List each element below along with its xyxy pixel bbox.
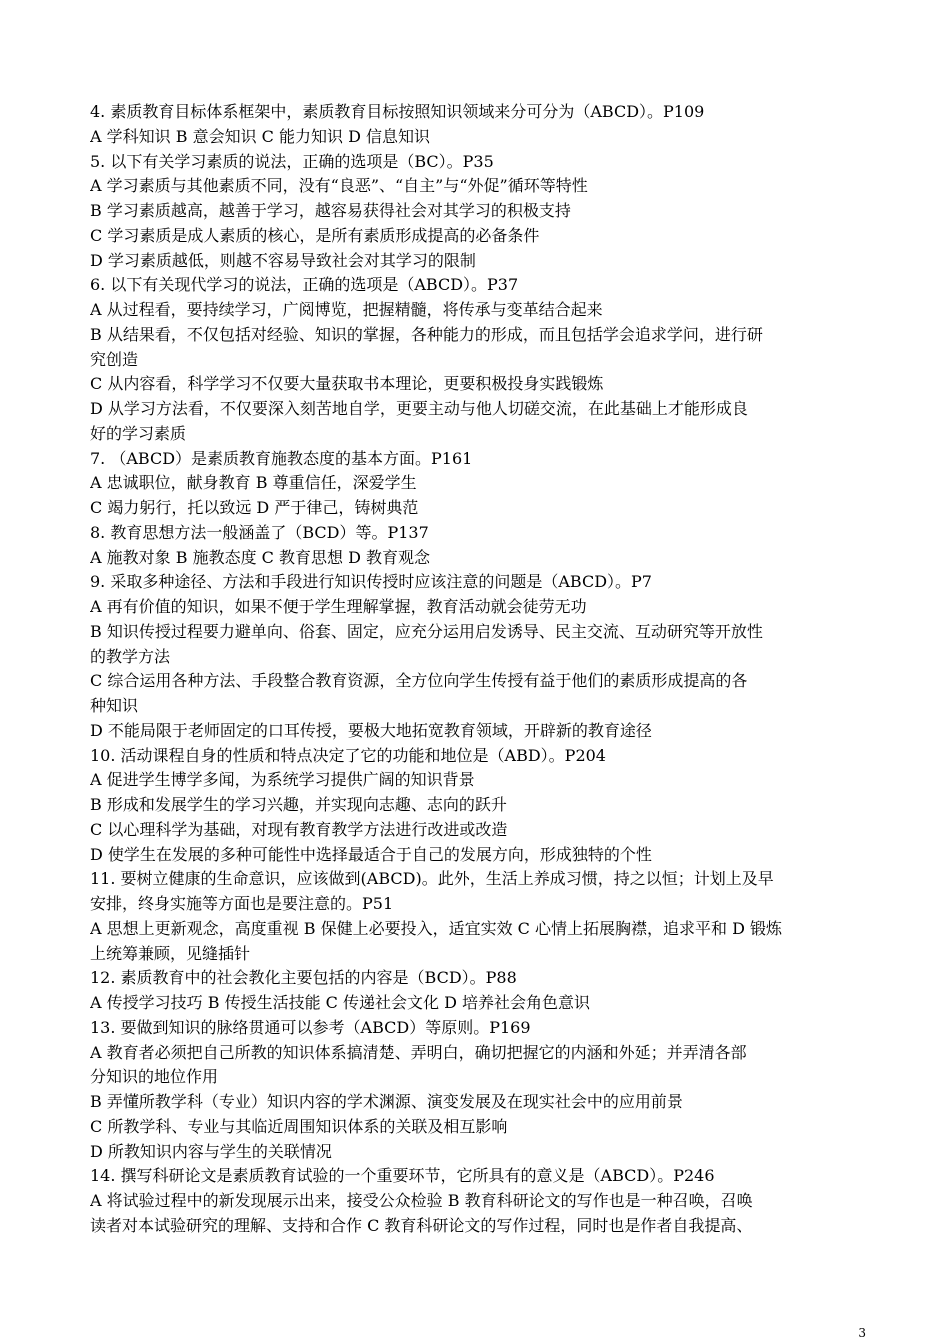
text-line: 8. 教育思想方法一般涵盖了（BCD）等。P137	[90, 522, 429, 542]
text-line: B 形成和发展学生的学习兴趣，并实现向志趣、志向的跃升	[90, 795, 507, 814]
text-line: 上统筹兼顾，见缝插针	[90, 943, 251, 963]
text-line: A 从过程看，要持续学习，广阅博览，把握精髓，将传承与变革结合起来	[90, 300, 603, 319]
text-line: A 再有价值的知识，如果不便于学生理解掌握，教育活动就会徒劳无功	[90, 597, 587, 616]
text-line: 分知识的地位作用	[90, 1067, 219, 1087]
text-line: 的教学方法	[90, 646, 171, 666]
text-line: 究创造	[90, 349, 139, 369]
text-line: B 知识传授过程要力避单向、俗套、固定，应充分运用启发诱导、民主交流、互动研究等开放性	[90, 621, 763, 641]
text-line: A 忠诚职位，献身教育 B 尊重信任，深爱学生	[90, 473, 417, 493]
text-line: C 以心理科学为基础，对现有教育教学方法进行改进或改造	[90, 819, 508, 839]
text-line: C 竭力躬行，托以致远 D 严于律己，铸树典范	[90, 498, 419, 517]
text-line: 7. （ABCD）是素质教育施教态度的基本方面。P161	[90, 448, 473, 468]
text-line: 6. 以下有关现代学习的说法，正确的选项是（ABCD）。P37	[90, 275, 519, 295]
text-line: 9. 采取多种途径、方法和手段进行知识传授时应该注意的问题是（ABCD）。P7	[90, 572, 652, 592]
text-line: A 施教对象 B 施教态度 C 教育思想 D 教育观念	[90, 547, 430, 567]
text-line: D 不能局限于老师固定的口耳传授，要极大地拓宽教育领域，开辟新的教育途径	[90, 720, 652, 740]
text-line: C 所教学科、专业与其临近周围知识体系的关联及相互影响	[90, 1116, 508, 1136]
text-line: B 从结果看，不仅包括对经验、知识的掌握，各种能力的形成，而且包括学会追求学问，进行研	[90, 324, 763, 344]
text-line: 种知识	[90, 696, 139, 715]
text-line: A 促进学生博学多闻，为系统学习提供广阔的知识背景	[90, 770, 475, 790]
text-line: 10. 活动课程自身的性质和特点决定了它的功能和地位是（ABD）。P204	[90, 745, 606, 765]
text-line: B 弄懂所教学科（专业）知识内容的学术渊源、演变发展及在现实社会中的应用前景	[90, 1092, 683, 1111]
text-line: 13. 要做到知识的脉络贯通可以参考（ABCD）等原则。P169	[90, 1017, 531, 1037]
text-line: 4. 素质教育目标体系框架中，素质教育目标按照知识领域来分可分为（ABCD）。P109	[90, 102, 705, 121]
text-line: D 使学生在发展的多种可能性中选择最适合于自己的发展方向，形成独特的个性	[90, 844, 652, 864]
text-line: D 从学习方法看，不仅要深入刻苦地自学，更要主动与他人切磋交流，在此基础上才能形成良	[90, 399, 748, 418]
text-line: 11. 要树立健康的生命意识，应该做到(ABCD)。此外，生活上养成习惯，持之以恒；计划上及早	[90, 869, 774, 889]
text-line: A 将试验过程中的新发现展示出来，接受公众检验 B 教育科研论文的写作也是一种召唤，召唤	[90, 1191, 753, 1210]
text-line: A 教育者必须把自己所教的知识体系搞清楚、弄明白，确切把握它的内涵和外延；并弄清各部	[90, 1042, 747, 1062]
text-line: D 学习素质越低，则越不容易导致社会对其学习的限制	[90, 250, 476, 270]
text-line: C 从内容看，科学学习不仅要大量获取书本理论，更要积极投身实践锻炼	[90, 374, 604, 394]
text-line: 好的学习素质	[90, 423, 187, 443]
text-line: 12. 素质教育中的社会教化主要包括的内容是（BCD）。P88	[90, 968, 517, 988]
text-line: 5. 以下有关学习素质的说法，正确的选项是（BC）。P35	[90, 151, 494, 171]
text-line: C 综合运用各种方法、手段整合教育资源，全方位向学生传授有益于他们的素质形成提高的各	[90, 671, 748, 691]
page-number: 3	[858, 1326, 866, 1340]
document-body	[90, 100, 865, 1239]
text-line: A 传授学习技巧 B 传授生活技能 C 传递社会文化 D 培养社会角色意识	[90, 993, 590, 1012]
text-line: A 思想上更新观念，高度重视 B 保健上必要投入，适宜实效 C 心情上拓展胸襟，追求平和 D 锻炼	[90, 918, 782, 938]
text-line: A 学习素质与其他素质不同，没有“良恶”、“自主”与“外促”循环等特性	[90, 176, 588, 196]
text-line: C 学习素质是成人素质的核心，是所有素质形成提高的必备条件	[90, 225, 540, 245]
text-line: 读者对本试验研究的理解、支持和合作 C 教育科研论文的写作过程，同时也是作者自我提高、	[90, 1215, 753, 1235]
text-line: 14. 撰写科研论文是素质教育试验的一个重要环节，它所具有的意义是（ABCD）。P246	[90, 1166, 715, 1186]
text-line: A 学科知识 B 意会知识 C 能力知识 D 信息知识	[90, 126, 430, 146]
text-line: 安排，终身实施等方面也是要注意的。P51	[90, 894, 394, 913]
text-line: B 学习素质越高，越善于学习，越容易获得社会对其学习的积极支持	[90, 201, 571, 220]
text-line: D 所教知识内容与学生的关联情况	[90, 1141, 332, 1161]
